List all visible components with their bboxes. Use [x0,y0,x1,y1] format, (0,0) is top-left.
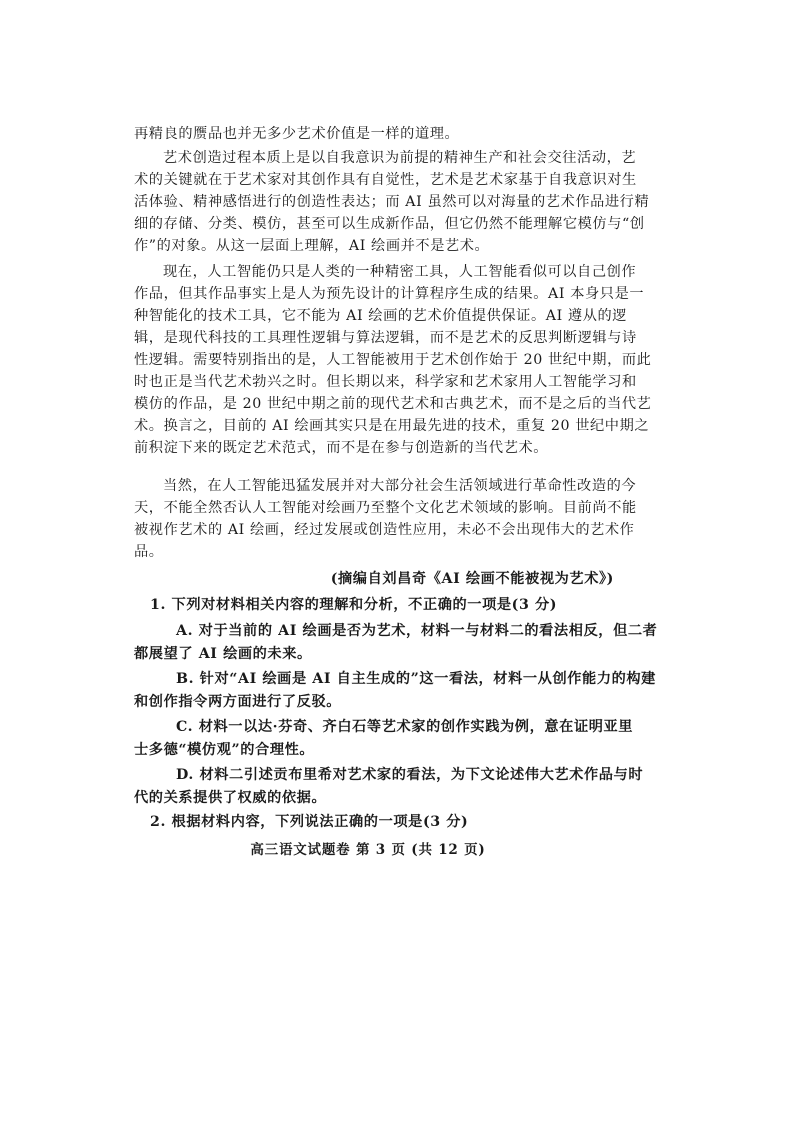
option-d-line: D. 材料二引述贡布里希对艺术家的看法，为下文论述伟大艺术作品与时 [176,767,644,783]
paragraph-line: 前积淀下来的既定艺术范式，而不是在参与创造新的当代艺术。 [134,440,549,456]
question-stem: 2. 根据材料内容，下列说法正确的一项是(3 分) [150,814,469,830]
page-footer: 高三语文试题卷 第 3 页 (共 12 页) [250,842,486,858]
paragraph-line: 时也正是当代艺术勃兴之时。但长期以来，科学家和艺术家用人工智能学习和 [134,374,637,390]
option-c-line: C. 材料一以达·芬奇、齐白石等艺术家的创作实践为例，意在证明亚里 [176,719,634,735]
option-a-line: 都展望了 AI 绘画的未来。 [134,646,312,662]
paragraph-line: 品。 [134,544,164,560]
option-d-line: 代的关系提供了权威的依据。 [134,790,327,806]
paragraph-line: 活体验、精神感悟进行的创造性表达；而 AI 虽然可以对海量的艺术作品进行精 [134,194,650,210]
paragraph-line: 作”的对象。从这一层面上理解，AI 绘画并不是艺术。 [134,238,490,254]
paragraph-line: 当然，在人工智能迅猛发展并对大部分社会生活领域进行革命性改造的今 [163,478,637,494]
paragraph-line: 艺术创造过程本质上是以自我意识为前提的精神生产和社会交往活动，艺 [163,150,637,166]
option-b-line: B. 针对“AI 绘画是 AI 自主生成的”这一看法，材料一从创作能力的构建 [176,671,656,687]
option-c-line: 士多德“模仿观”的合理性。 [134,742,315,758]
paragraph-line: 再精良的赝品也并无多少艺术价值是一样的道理。 [134,126,460,142]
paragraph-line: 天，不能全然否认人工智能对绘画乃至整个文化艺术领域的影响。目前尚不能 [134,500,637,516]
option-b-line: 和创作指令两方面进行了反驳。 [134,694,342,710]
paragraph-line: 术的关键就在于艺术家对其创作具有自觉性，艺术是艺术家基于自我意识对生 [134,172,637,188]
paragraph-line: 细的存储、分类、模仿，甚至可以生成新作品，但它仍然不能理解它模仿与“创 [134,216,645,232]
paragraph-line: 术。换言之，目前的 AI 绘画其实只是在用最先进的技术，重复 20 世纪中期之 [134,418,650,434]
option-a-line: A. 对于当前的 AI 绘画是否为艺术，材料一与材料二的看法相反，但二者 [176,623,658,639]
paragraph-line: 性逻辑。需要特别指出的是，人工智能被用于艺术创作始于 20 世纪中期，而此 [134,352,652,368]
paragraph-line: 作品，但其作品事实上是人为预先设计的计算程序生成的结果。AI 本身只是一 [134,286,645,302]
paragraph-line: 被视作艺术的 AI 绘画，经过发展或创造性应用，未必不会出现伟大的艺术作 [134,522,635,538]
paragraph-line: 模仿的作品，是 20 世纪中期之前的现代艺术和古典艺术，而不是之后的当代艺 [134,396,652,412]
source-citation: (摘编自刘昌奇《AI 绘画不能被视为艺术》) [330,571,614,587]
paragraph-line: 种智能化的技术工具，它不能为 AI 绘画的艺术价值提供保证。AI 遵从的逻 [134,308,628,324]
question-stem: 1. 下列对材料相关内容的理解和分析，不正确的一项是(3 分) [150,597,558,613]
paragraph-line: 现在，人工智能仍只是人类的一种精密工具，人工智能看似可以自己创作 [163,264,637,280]
paragraph-line: 辑，是现代科技的工具理性逻辑与算法逻辑，而不是艺术的反思判断逻辑与诗 [134,330,637,346]
